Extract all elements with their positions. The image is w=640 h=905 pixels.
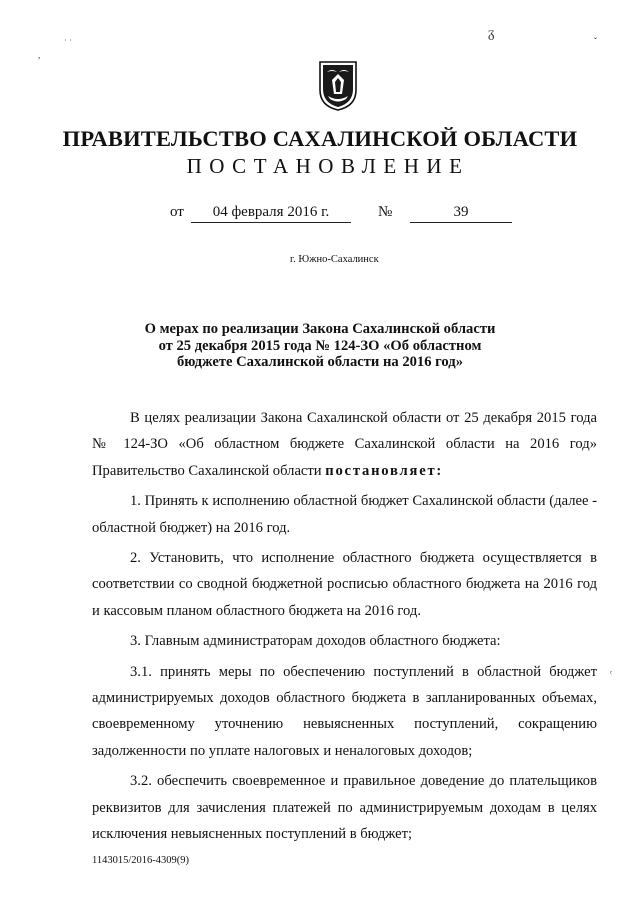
preamble-paragraph	[92, 405, 597, 484]
scan-mark: ˇ	[594, 36, 597, 46]
scan-mark: ,	[38, 50, 41, 60]
government-title: ПРАВИТЕЛЬСТВО САХАЛИНСКОЙ ОБЛАСТИ	[62, 126, 578, 151]
paragraph-3-2: 3.2. обеспечить своевременное и правильное доведение до плательщиков реквизитов для зачисления платежей по администрируемым доходам в целях исключения невыясненных поступлений в бюджет;	[92, 773, 597, 843]
subject-line-3: бюджете Сахалинской области на 2016 год»	[176, 354, 463, 371]
preamble-text: В целях реализации Закона Сахалинской области от 25 декабря 2015 года № 124-ЗО «Об областном бюджете Сахалинской области на 2016 год» Правительство Сахалинской области	[92, 410, 597, 479]
scan-mark: ᶜ	[610, 668, 613, 678]
document-date: 04 февраля 2016 г.	[191, 204, 351, 223]
document-subject	[0, 321, 640, 371]
paragraph-3: 3. Главным администраторам доходов областного бюджета:	[130, 633, 501, 650]
subject-line-2: от 25 декабря 2015 года № 124-ЗО «Об областном	[158, 337, 482, 354]
city-name: г. Южно-Сахалинск	[290, 254, 379, 265]
date-label: от	[170, 204, 184, 220]
document-type: ПОСТАНОВЛЕНИЕ	[186, 154, 470, 178]
paragraph-3-1: 3.1. принять меры по обеспечению поступлений в областной бюджет администрируемых доходов областного бюджета в запланированных объемах, своевременному уточнению невыясненных поступлений, сокращению задолженности по уплате налоговых и неналоговых доходов;	[92, 663, 597, 759]
scan-mark: ˙ ˙	[64, 38, 73, 48]
subject-line-1: О мерах по реализации Закона Сахалинской области	[144, 321, 496, 337]
footer-document-code: 1143015/2016-4309(9)	[92, 855, 190, 866]
resolves-word: постановляет:	[325, 462, 444, 479]
document-body	[92, 405, 597, 848]
document-number: 39	[410, 204, 512, 223]
number-label: №	[378, 204, 393, 220]
paragraph-2: 2. Установить, что исполнение областного бюджета осуществляется в соответствии со сводной бюджетной росписью областного бюджета на 2016 год и кассовым планом областного бюджета на 2016 год.	[92, 550, 597, 619]
date-number-line	[0, 204, 640, 226]
sakhalin-coat-of-arms-icon	[318, 60, 358, 112]
paragraph-1: 1. Принять к исполнению областной бюджет Сахалинской области (далее - областной бюджет) на 2016 год.	[92, 493, 597, 536]
scan-mark: ᵹ	[488, 26, 495, 41]
